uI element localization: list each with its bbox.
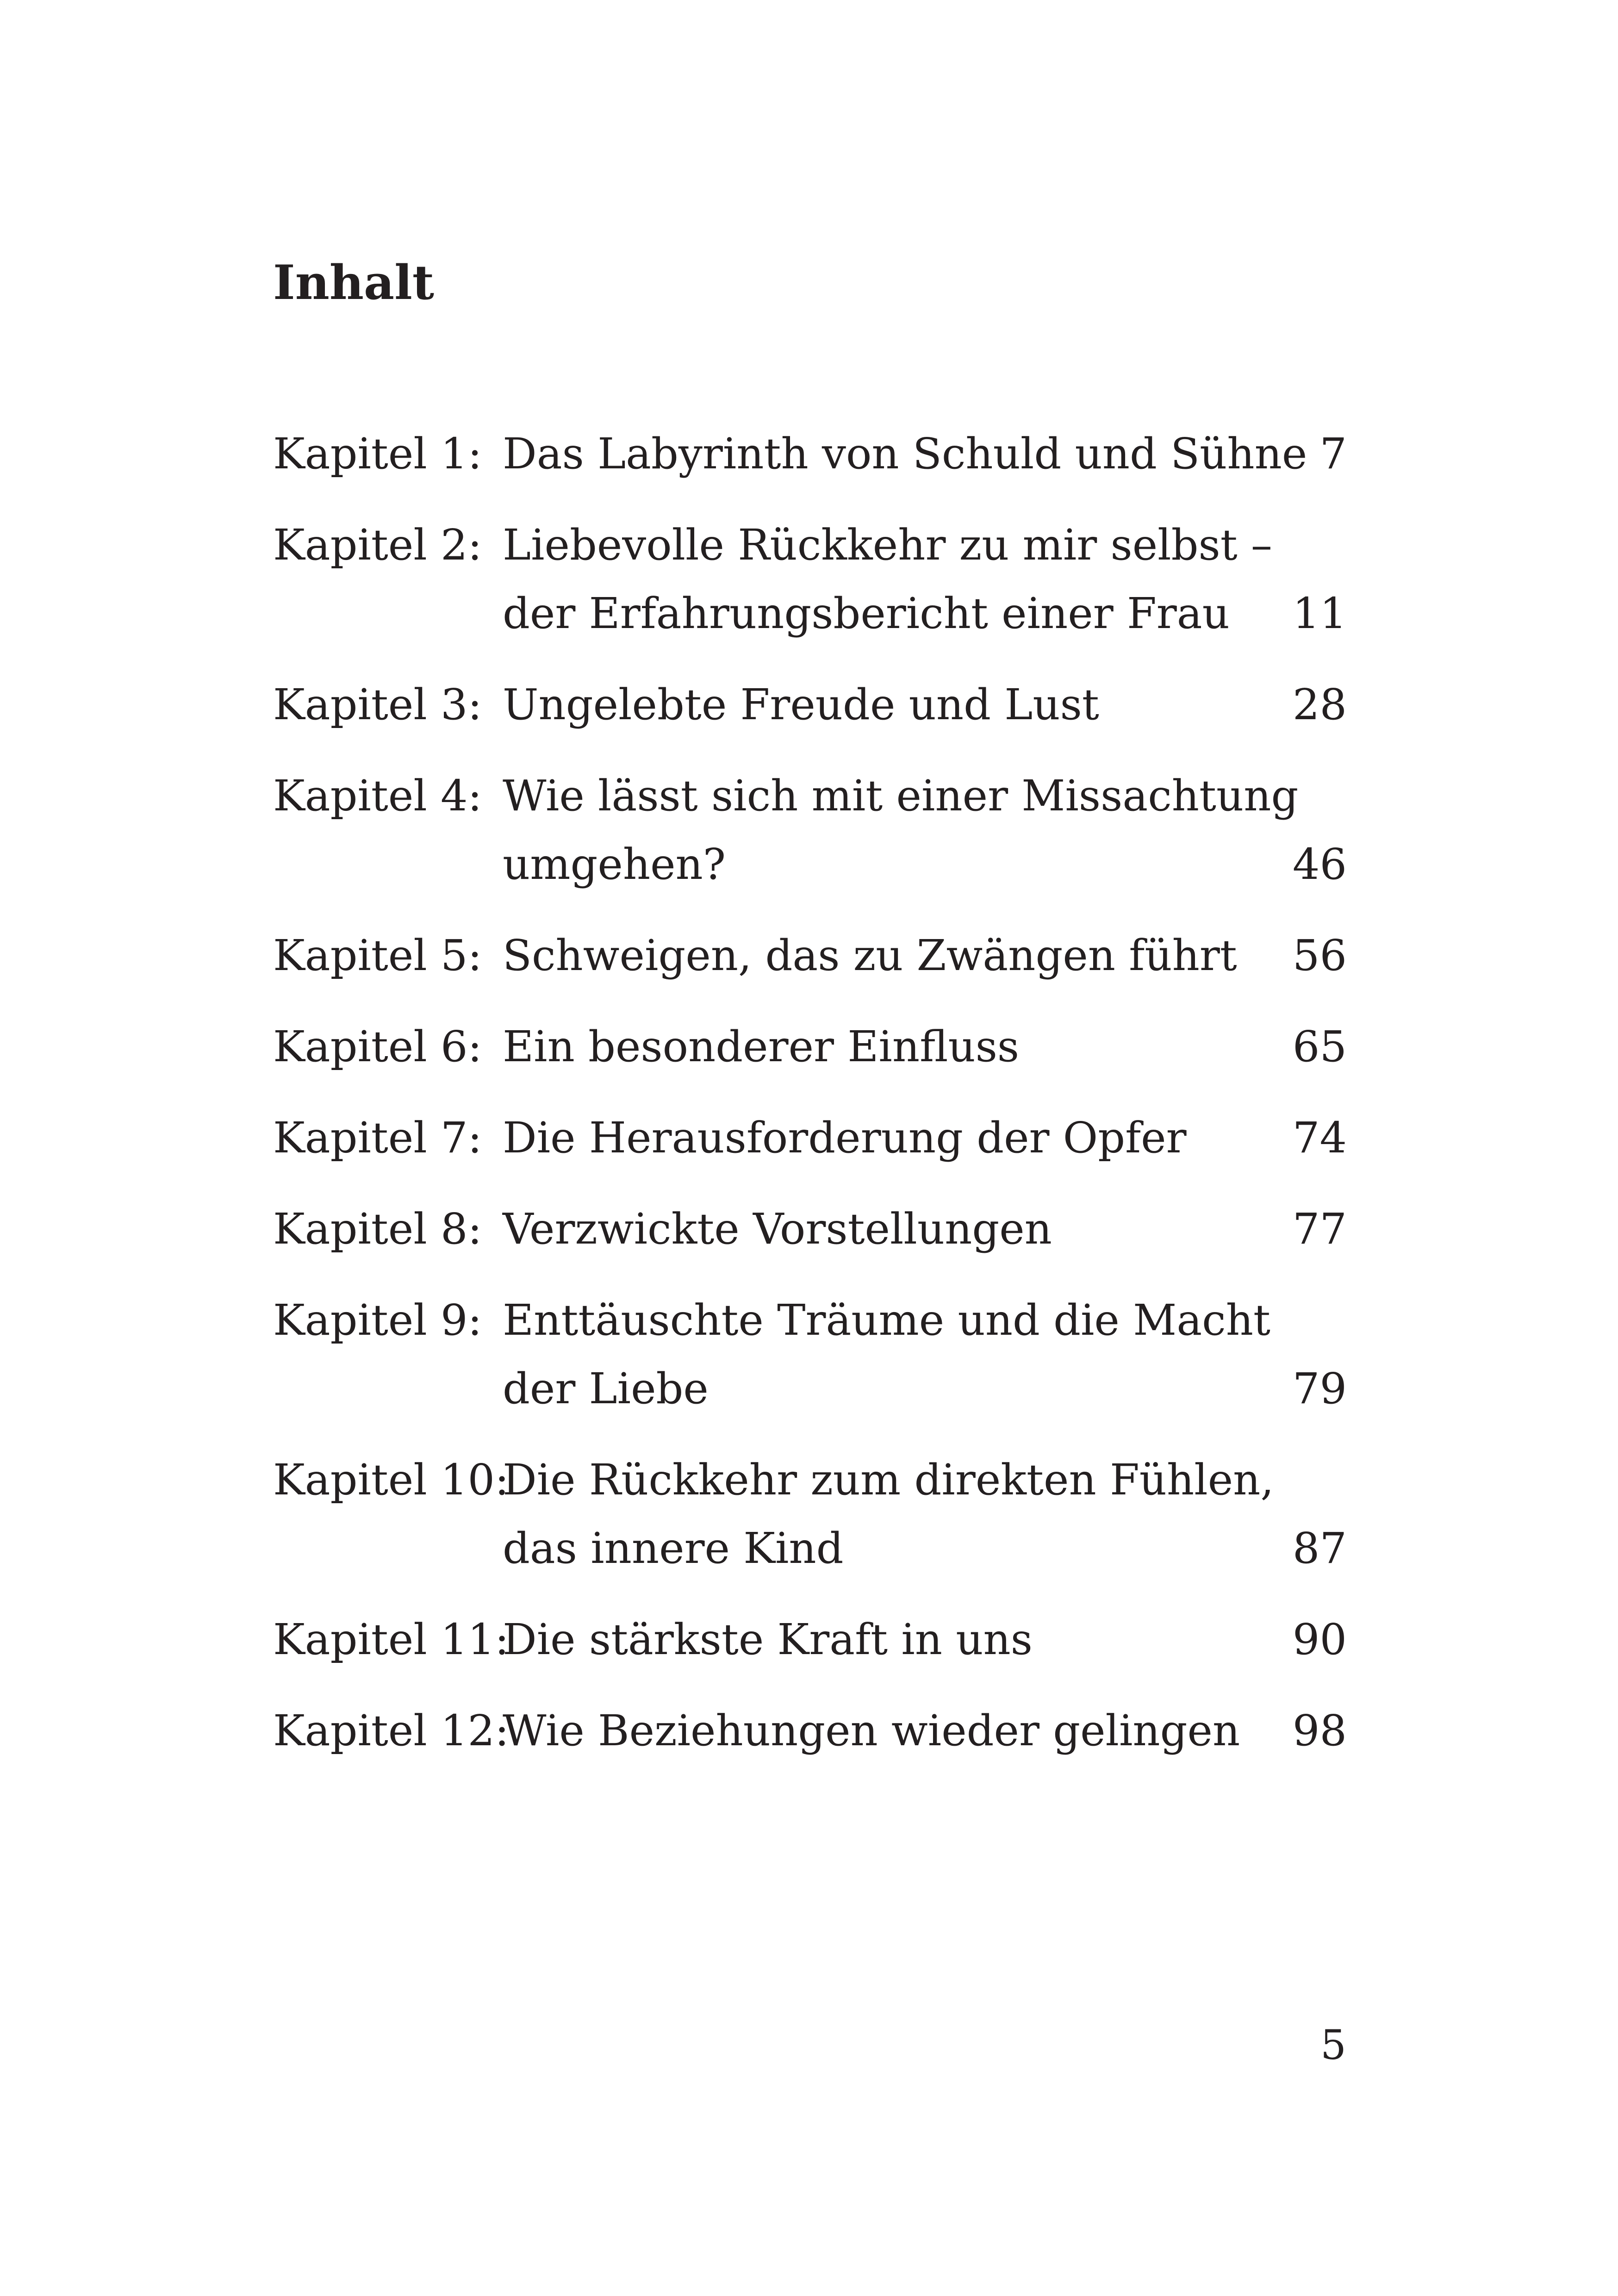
chapter-title: Die Herausforderung der Opfer bbox=[503, 1113, 1187, 1163]
page-number: 5 bbox=[1320, 2021, 1346, 2069]
chapter-title: Das Labyrinth von Schuld und Sühne bbox=[503, 429, 1307, 479]
chapter-title: umgehen? bbox=[503, 840, 726, 889]
chapter-title: der Liebe bbox=[503, 1364, 709, 1413]
chapter-page-number: 79 bbox=[1292, 1364, 1347, 1413]
chapter-label: Kapitel 9: bbox=[273, 1295, 482, 1345]
chapter-page-number: 74 bbox=[1292, 1113, 1347, 1163]
chapter-title: das innere Kind bbox=[503, 1524, 844, 1573]
chapter-title: Ungelebte Freude und Lust bbox=[503, 680, 1099, 729]
chapter-label: Kapitel 6: bbox=[273, 1022, 482, 1071]
chapter-page-number: 90 bbox=[1292, 1615, 1347, 1664]
chapter-title: Wie lässt sich mit einer Missachtung bbox=[503, 771, 1299, 821]
chapter-page-number: 56 bbox=[1292, 931, 1347, 980]
chapter-label: Kapitel 4: bbox=[273, 771, 482, 821]
chapter-label: Kapitel 5: bbox=[273, 931, 482, 980]
chapter-page-number: 46 bbox=[1292, 840, 1347, 889]
chapter-page-number: 87 bbox=[1292, 1524, 1347, 1573]
chapter-label: Kapitel 1: bbox=[273, 429, 482, 479]
chapter-title: Schweigen, das zu Zwängen führt bbox=[503, 931, 1237, 980]
chapter-page-number: 11 bbox=[1292, 589, 1347, 638]
chapter-label: Kapitel 3: bbox=[273, 680, 482, 729]
chapter-title: Wie Beziehungen wieder gelingen bbox=[503, 1706, 1240, 1755]
chapter-label: Kapitel 11: bbox=[273, 1615, 510, 1664]
chapter-label: Kapitel 2: bbox=[273, 520, 482, 570]
chapter-title: Ein besonderer Einfluss bbox=[503, 1022, 1020, 1071]
chapter-title: Enttäuschte Träume und die Macht bbox=[503, 1295, 1270, 1345]
chapter-label: Kapitel 8: bbox=[273, 1204, 482, 1254]
chapter-page-number: 65 bbox=[1292, 1022, 1347, 1071]
chapter-label: Kapitel 10: bbox=[273, 1455, 510, 1505]
chapter-page-number: 98 bbox=[1292, 1706, 1347, 1755]
chapter-title: Die stärkste Kraft in uns bbox=[503, 1615, 1033, 1664]
chapter-page-number: 7 bbox=[1319, 429, 1347, 479]
chapter-title: Liebevolle Rückkehr zu mir selbst – bbox=[503, 520, 1272, 570]
chapter-title: Verzwickte Vorstellungen bbox=[503, 1204, 1052, 1254]
chapter-title: Die Rückkehr zum direkten Fühlen, bbox=[503, 1455, 1274, 1505]
page-title: Inhalt bbox=[273, 255, 434, 311]
chapter-label: Kapitel 7: bbox=[273, 1113, 482, 1163]
chapter-page-number: 28 bbox=[1292, 680, 1347, 729]
chapter-page-number: 77 bbox=[1292, 1204, 1347, 1254]
chapter-label: Kapitel 12: bbox=[273, 1706, 510, 1755]
chapter-title: der Erfahrungsbericht einer Frau bbox=[503, 589, 1230, 638]
